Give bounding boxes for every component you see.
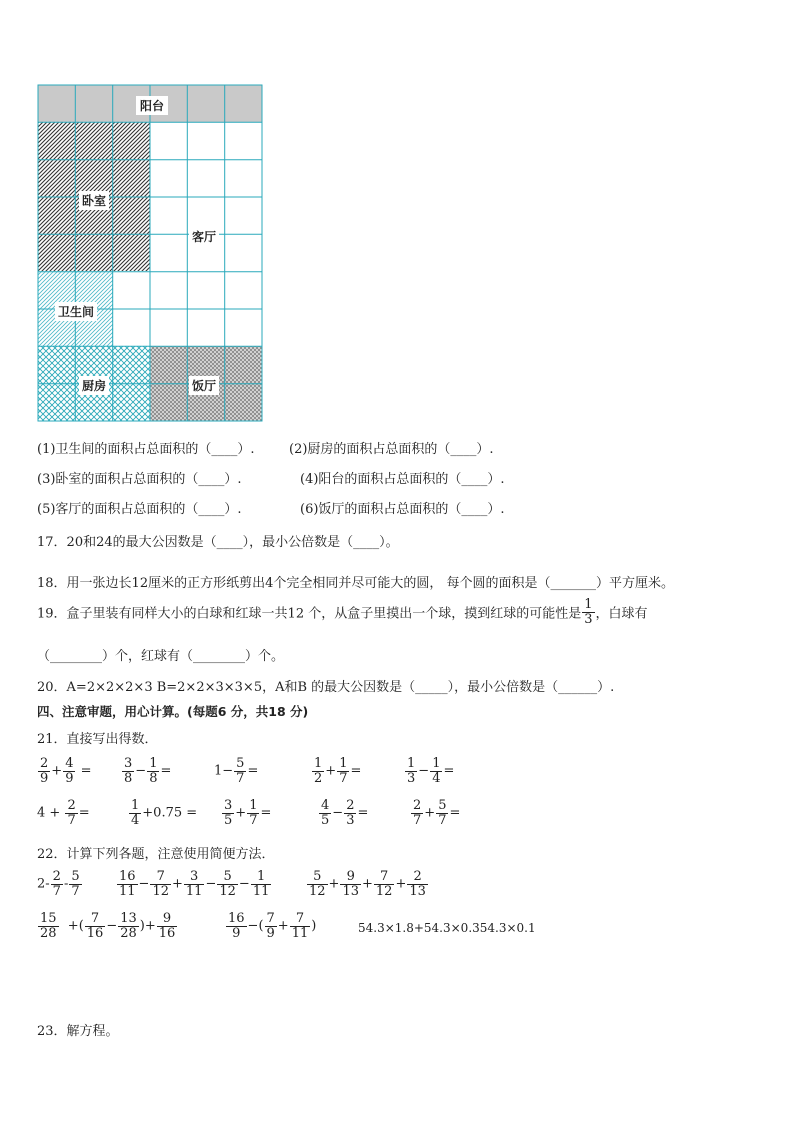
q21-expr-3 xyxy=(214,757,258,785)
q22-expr-2 xyxy=(116,870,272,898)
denominator: 3 xyxy=(407,770,416,786)
room-label-kitchen: 厨房 xyxy=(79,376,109,395)
denominator: 9 xyxy=(40,770,49,786)
room-label-dining: 饭厅 xyxy=(189,376,219,395)
denominator: 3 xyxy=(346,812,355,828)
fraction xyxy=(118,912,139,940)
operator: + xyxy=(172,876,183,892)
operator: −( xyxy=(247,918,264,934)
denominator: 28 xyxy=(120,925,137,941)
fraction xyxy=(340,870,361,898)
fraction xyxy=(150,870,171,898)
operator: = xyxy=(247,763,259,779)
numerator: 5 xyxy=(236,756,245,771)
fraction xyxy=(184,870,205,898)
numerator: 2 xyxy=(67,798,76,813)
numerator: 1 xyxy=(249,798,258,813)
operator: − xyxy=(418,763,430,779)
numerator: 1 xyxy=(251,870,272,885)
numerator: 1 xyxy=(432,756,441,771)
denominator: 11 xyxy=(185,883,203,899)
fraction xyxy=(234,757,246,785)
denominator: 13 xyxy=(409,883,426,899)
operator: )+ xyxy=(139,918,156,934)
numerator: 2 xyxy=(407,870,428,885)
question-22-title: 22．计算下列各题，注意使用简便方法． xyxy=(37,847,275,862)
denominator: 13 xyxy=(342,883,359,899)
q22-expr-3 xyxy=(306,870,429,898)
fraction xyxy=(312,757,324,785)
fraction xyxy=(411,799,423,827)
q22-expr-1 xyxy=(37,870,83,898)
fraction xyxy=(38,912,59,940)
numerator: 13 xyxy=(120,911,137,926)
room-label-balcony: 阳台 xyxy=(136,96,168,115)
numerator: 3 xyxy=(224,798,233,813)
numerator: 7 xyxy=(374,870,395,885)
operator: + xyxy=(51,763,63,779)
q21-expr-9 xyxy=(318,799,368,827)
operator: − xyxy=(135,763,147,779)
denominator: 7 xyxy=(67,812,76,828)
question-20: 20．A=2×2×2×3 B=2×2×3×3×5，A和B 的最大公因数是（_____），最小公倍数是（______）. xyxy=(37,680,615,695)
numerator: 4 xyxy=(65,756,74,771)
fraction xyxy=(407,870,428,898)
denominator: 16 xyxy=(158,925,176,941)
numerator: 9 xyxy=(340,870,361,885)
operator: = xyxy=(357,805,369,821)
numerator: 1 xyxy=(339,756,348,771)
numerator: 2 xyxy=(346,798,355,813)
operator: + xyxy=(424,805,436,821)
operator: = xyxy=(443,763,455,779)
fraction xyxy=(344,799,356,827)
denominator: 4 xyxy=(131,812,140,828)
numerator: 5 xyxy=(71,869,80,884)
numerator: 2 xyxy=(413,798,422,813)
q19-probability-fraction xyxy=(582,598,594,626)
denominator: 28 xyxy=(40,925,57,941)
operator: = xyxy=(350,763,362,779)
numerator: 1 xyxy=(407,756,416,771)
denominator: 8 xyxy=(149,770,158,786)
operator: - xyxy=(63,876,69,892)
operator: − xyxy=(332,805,344,821)
operator: + xyxy=(328,876,340,892)
denominator: 7 xyxy=(71,883,80,899)
q21-expr-2 xyxy=(121,757,171,785)
operator: + xyxy=(325,763,337,779)
fraction xyxy=(222,799,234,827)
fraction xyxy=(405,757,417,785)
question-21-title: 21．直接写出得数． xyxy=(37,732,158,747)
numerator: 7 xyxy=(290,912,311,927)
denominator: 5 xyxy=(224,812,233,828)
q22-expr-5 xyxy=(225,912,316,940)
q16-item-4: (4)阳台的面积占总面积的（____）. xyxy=(300,472,505,487)
numerator: 9 xyxy=(157,912,178,927)
q21-expr-6 xyxy=(37,799,90,827)
fraction xyxy=(117,870,138,898)
section-4-heading: 四、注意审题，用心计算。(每题6 分，共18 分) xyxy=(37,704,309,719)
denominator: 12 xyxy=(375,883,393,899)
q19-text-b: ，白球有 xyxy=(595,606,648,622)
fraction xyxy=(251,870,272,898)
fraction xyxy=(129,799,141,827)
numerator: 5 xyxy=(438,798,447,813)
fraction xyxy=(265,912,277,940)
denominator: 9 xyxy=(232,925,241,941)
numerator: 15 xyxy=(40,911,57,926)
operator: ) xyxy=(311,918,317,934)
fraction xyxy=(69,870,81,898)
denominator: 4 xyxy=(432,770,441,786)
operator: 4 + xyxy=(37,805,65,821)
denominator: 7 xyxy=(413,812,422,828)
denominator: 5 xyxy=(321,812,330,828)
q16-item-2: (2)厨房的面积占总面积的（____）. xyxy=(289,442,494,457)
operator: 2- xyxy=(37,876,50,892)
denominator: 7 xyxy=(339,770,348,786)
fraction xyxy=(147,757,159,785)
fraction xyxy=(157,912,178,940)
question-17: 17．20和24的最大公因数是（____），最小公倍数是（____）。 xyxy=(37,535,399,550)
fraction xyxy=(226,912,247,940)
numerator: 7 xyxy=(85,912,106,927)
room-label-living: 客厅 xyxy=(189,227,219,246)
room-label-bedroom: 卧室 xyxy=(79,191,109,210)
numerator: 2 xyxy=(52,869,61,884)
q21-expr-10 xyxy=(410,799,460,827)
operator: − xyxy=(238,876,250,892)
question-18: 18．用一张边长12厘米的正方形纸剪出4个完全相同并尽可能大的圆， 每个圆的面积是（_______）平方厘米。 xyxy=(37,576,674,591)
fraction xyxy=(63,757,75,785)
fraction xyxy=(374,870,395,898)
numerator: 4 xyxy=(321,798,330,813)
denominator: 7 xyxy=(236,770,245,786)
fraction xyxy=(430,757,442,785)
fraction xyxy=(307,870,328,898)
operator: + xyxy=(277,918,289,934)
denominator: 7 xyxy=(52,883,61,899)
q19-text-a: 19．盒子里装有同样大小的白球和红球一共12 个，从盒子里摸出一个球，摸到红球的可能性是 xyxy=(37,606,582,622)
denominator: 7 xyxy=(249,812,258,828)
denominator: 11 xyxy=(119,883,136,899)
operator: 1− xyxy=(214,763,234,779)
denominator: 11 xyxy=(291,925,309,941)
numerator: 1 xyxy=(314,756,323,771)
fraction xyxy=(217,870,238,898)
q19-frac-numerator: 1 xyxy=(584,597,593,612)
numerator: 1 xyxy=(149,756,158,771)
operator: = xyxy=(78,805,90,821)
numerator: 5 xyxy=(307,870,328,885)
denominator: 2 xyxy=(314,770,323,786)
fraction xyxy=(85,912,106,940)
q22-expr-4 xyxy=(37,912,178,940)
numerator: 1 xyxy=(131,798,140,813)
numerator: 3 xyxy=(124,756,133,771)
fraction xyxy=(65,799,77,827)
fraction xyxy=(247,799,259,827)
fraction xyxy=(122,757,134,785)
q16-item-5: (5)客厅的面积占总面积的（____）. xyxy=(37,502,242,517)
denominator: 9 xyxy=(65,770,74,786)
room-label-bathroom: 卫生间 xyxy=(55,302,97,321)
operator: − xyxy=(106,918,118,934)
numerator: 7 xyxy=(266,911,275,926)
numerator: 7 xyxy=(150,870,171,885)
numerator: 16 xyxy=(228,911,245,926)
denominator: 12 xyxy=(309,883,326,899)
fraction xyxy=(290,912,311,940)
q19-frac-denominator: 3 xyxy=(584,611,593,627)
operator: = xyxy=(76,763,92,779)
denominator: 12 xyxy=(152,883,169,899)
fraction xyxy=(337,757,349,785)
denominator: 8 xyxy=(124,770,133,786)
operator: + xyxy=(235,805,247,821)
question-19-line2: （________）个，红球有（________）个。 xyxy=(37,649,285,664)
q16-item-1: (1)卫生间的面积占总面积的（____）. xyxy=(37,442,255,457)
operator: + xyxy=(362,876,373,892)
q22-expr-6: 54.3×1.8+54.3×0.354.3×0.1 xyxy=(358,921,536,935)
numerator: 5 xyxy=(217,870,238,885)
question-23: 23．解方程。 xyxy=(37,1024,119,1039)
q21-expr-1 xyxy=(37,757,92,785)
q16-item-3: (3)卧室的面积占总面积的（____）. xyxy=(37,472,242,487)
q21-expr-8 xyxy=(221,799,271,827)
operator: +0.75 = xyxy=(142,805,198,821)
q21-expr-4 xyxy=(311,757,361,785)
q16-item-6: (6)饭厅的面积占总面积的（____）. xyxy=(300,502,505,517)
floor-plan-diagram xyxy=(37,84,263,422)
q21-expr-7 xyxy=(128,799,197,827)
denominator: 9 xyxy=(266,925,275,941)
denominator: 7 xyxy=(438,812,447,828)
operator: − xyxy=(205,876,217,892)
fraction xyxy=(51,870,63,898)
operator: − xyxy=(138,876,150,892)
fraction xyxy=(319,799,331,827)
denominator: 16 xyxy=(86,925,104,941)
q21-expr-5 xyxy=(404,757,454,785)
denominator: 12 xyxy=(219,883,236,899)
numerator: 3 xyxy=(184,870,205,885)
numerator: 2 xyxy=(40,756,49,771)
fraction xyxy=(436,799,448,827)
operator: = xyxy=(160,763,172,779)
question-19-line1 xyxy=(37,598,648,626)
operator: = xyxy=(449,805,461,821)
operator: = xyxy=(260,805,272,821)
operator: +( xyxy=(59,918,84,934)
operator: + xyxy=(395,876,407,892)
numerator: 16 xyxy=(119,869,136,884)
fraction xyxy=(38,757,50,785)
denominator: 11 xyxy=(252,883,270,899)
